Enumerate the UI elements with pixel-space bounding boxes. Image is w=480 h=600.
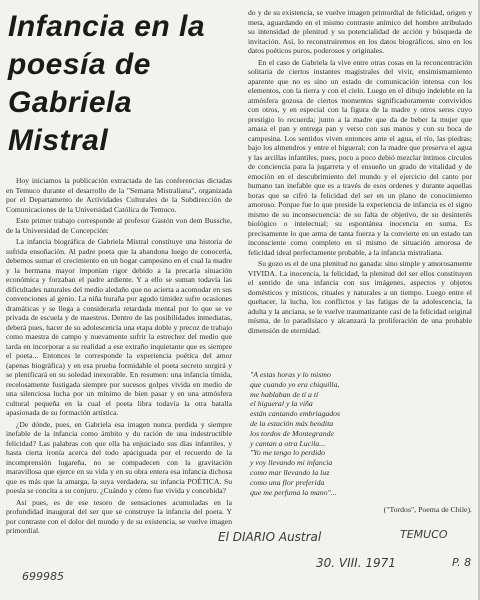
title-line-1: Infancia en la [8,10,206,43]
article-left-column [6,176,232,560]
left-paragraph: Este primer trabajo corresponde al profesor Gastón von dem Bussche, de la Universidad de Concepción: [6,216,232,235]
title-line-3: Gabriela Mistral [8,86,133,157]
handwritten-date: 30. VIII. 1971 [316,556,396,570]
right-paragraph: Su gozo es el de una plenitud no ganada: sino simple y amorosamente VIVIDA. La inocencia, la felicidad, la plenitud del ser ellos constituyen el sentido de una infancia con sus imágenes, aspectos y objetos domésticos y místicos, rituales y naturales a un tiempo. Luego entre el quehacer, la lucha, los conflictos y las fatigas de la adolescencia, la adulta y la anciana, se le vuelve traumatizante casi de la felicidad original mísma, de lo paradisíaco y alcanzará la proliferación de una probable dimensión de eternidad. [248,259,472,335]
poem-quote [250,370,472,515]
poem-line: "A estas horas y lo mismo [250,370,331,379]
poem-line: de la estación más bendita [250,418,334,428]
title-line-2: poesía de [8,48,151,81]
poem-line: y cantan a otra Lucila... [250,438,326,448]
poem-line: los tordos de Montegrande [250,428,334,438]
handwritten-newspaper-name: El DIARIO Austral [218,530,322,544]
poem-line: como una flor preferida [250,477,325,487]
article-right-column [248,8,472,364]
poem-source: ("Tordos", Poema de Chile). [383,505,472,515]
right-paragraph: do y de su existencia, se vuelve imagen primordial de felicidad, origen y meta, aguardando en el mismo contraste anímico del hombre atribulado su intensidad de plenitud y su potencialidad de acción y búsqueda de invitación. Así, lo reconstruiremos en los datos biográficos, sino en los datos poéticos puros, poderosos y originales. [248,8,472,55]
poem-line: como mar llevando la luz [250,467,330,477]
handwritten-catalog-number: 699985 [22,570,64,583]
poem-line: que cuando yo era chiquilla, [250,379,340,389]
poem-line: que me perfuma la mano"... [250,487,337,497]
poem-line: "Yo me tengo lo perdido [250,448,326,458]
poem-line: y voy llevando mi infancia [250,458,333,468]
handwritten-place: TEMUCO [400,528,448,541]
left-paragraph: ¿De dónde, pues, en Gabriela esa imagen nunca perdida y siempre inefable de la infancia como ámbito y du ración de una indestructible felicidad? Las palabras con que ella ha enjuiciado sus días infantiles, y hasta cierta ironía acerca del todo apaciguada por el recuerdo de la incomprensión lugareña, no se compadecen con la gravitación maravillosa que ejerce en su vida y en su obra entera esa infancia dichosa que es más que la amarga, la suya verdadera, su infancia POÉTICA. Su poesía se concita a su conjuro. ¿Cuándo y cómo fue vivida y concebida? [6,419,232,495]
left-paragraph: Así pues, es de ese tesoro de sensaciones acumuladas en la profundidad inaugural del ser que se construye la infancia del poeta. Y por contraste con el dolor del mundo y de su existencia, se vuelve imagen primordial. [6,497,232,535]
handwritten-page: P. 8 [452,556,472,569]
article-intro: Hoy iniciamos la publicación extractada de las conferencias dictadas en Temuco durante el desarrollo de la "Semana Mistraliana", organizada por el Departamento de Actividades Culturales de la Subdirección de Comunicaciones de la Universidad Católica de Temuco. [6,176,232,214]
poem-line: me hablaban de tí a tí [250,389,319,399]
article-title [8,8,238,160]
right-paragraph: En el caso de Gabriela la vive entre otras cosas en la reconcentración solitaria de ciertos instantes magistrales del vivir, ensimismamiento aparente que no es sino un estado de comunicación intensa con los elementos, con la tierra y con el cielo. Luego en el dibujo indeleble en la atmósfera gozosa de ciertos momentos significadoramente convividos con otros, y en especial con la figura de la madre y otros seres cuyo prestigio lo recuerda; junto a la madre que da de beber la mujer que amasa el pan y entrega pan y verso con sus manos y con su boca de campesina. Los sentidos viven entonces ante el agua, el río, las piedras; bajo los almendros y entre el higueral; con la madre que preserva el agua y las arcillas infantiles, pues, poco a poco debió mezclar íntimos círculos de conciencia para la jugarreta y el ensueño un grado de vitalidad y de emoción en el descubrimiento del mundo y el ejercicio del canto por humano tan inefable que es a través de esos ordenes y durante aquellas horas que se cifró la felicidad del ser en un plano de conocimiento amoroso. Porque fue lo que preside la experiencia de infancia es el signo mismo de su inconsecuencia: de su falta de objetivo, de su desinterés biológico o intelectual; su espontánea inocencia en suma. Es precisamente lo que arma de tanta fuerza y la convierte en un estado tan inconsciente como completo en sí mismo de situación amorosa de felicidad ideal perfectamente probable, a la infancia mistraliana. [248,57,472,257]
poem-line: están cantando embriagados [250,409,341,419]
poem-line: el higueral y la viña [250,399,313,409]
left-paragraph: La infancia biográfica de Gabriela Mistral constituye una historia de sufrida ensoñación. Al padre poeta que la abandona luego de conocerla, debemos sumar el crecimiento en un hogar campesino en el cual la madre y la hermana mayor imponían rigor debido a la precaria situación económica y forzaban el padre ardiente. Y a ello se suman todavía las dificultades naturales del medio aledaño que no acierta a acomodar en sus convenciones al genio. La niña huraña por agudo timidez sufre ocasiones dramáticas y se llega a considerarla retardada mental por lo que se ve privada de escuela y de maestros. Dentro de las posibilidades inmediatas, deberá pues, hacer de su adolescencia una etapa doble y precoz de trabajo como maestra de campo y nuevamente sufrir la estrechez del medio que tarda en incorporar a su realidad a ese extraño inquietante que es siempre el poeta... Entonces le corresponde la experiencia poética del amor (apenas biográfica) y en esa prueba formidable el poeta secreto surgirá y se plenificará en su soledad inexorable. En resumen: una infancia tímida, recelosamente fustigada siempre por sucesos golpes vivida en medio de una silenciosa lucha por un mínimo de bien pasar y en una atmósfera cultural pequeña en la cual el poeta libra todavía la otra batalla apasionada de su formación artística. [6,237,232,417]
